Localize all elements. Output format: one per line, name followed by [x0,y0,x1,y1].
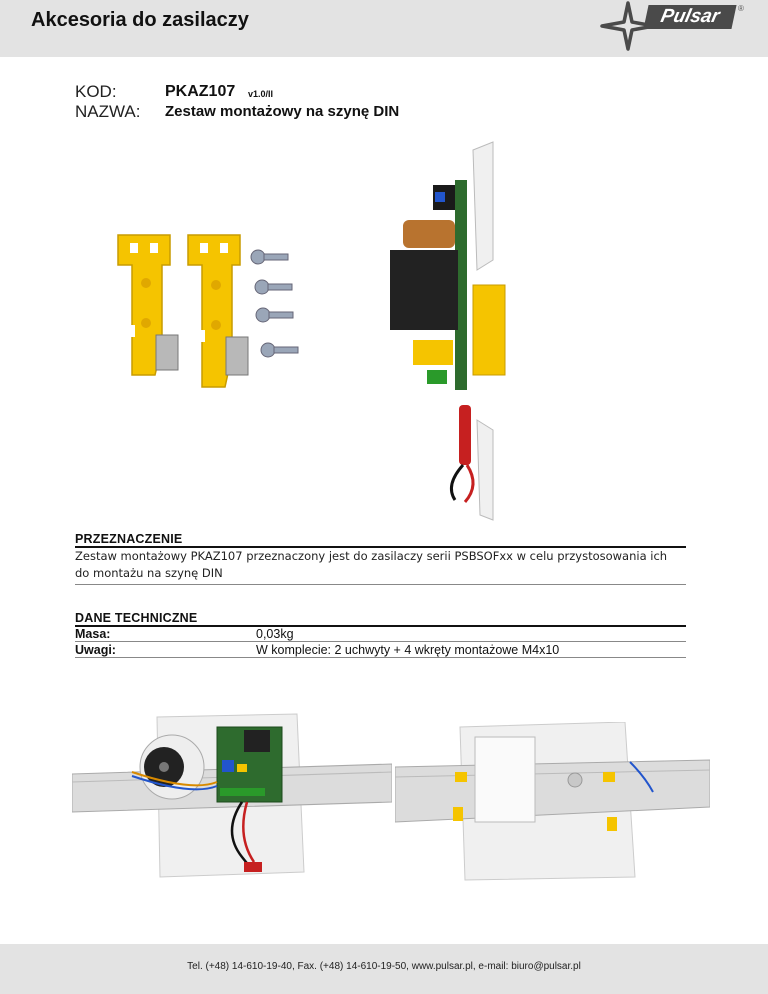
notes-label: Uwagi: [75,643,116,657]
brackets-and-screws-photo [110,225,310,400]
purpose-bottom-rule [75,584,686,585]
contact-info: Tel. (+48) 14-610-19-40, Fax. (+48) 14-610-19-50, www.pulsar.pl, e-mail: biuro@pulsar.pl [187,961,581,972]
pulsar-logo [598,1,748,51]
purpose-text: Zestaw montażowy PKAZ107 przeznaczony jest do zasilaczy serii PSBSOFxx w celu przystosowania ich do montażu na szynę DIN [75,549,668,580]
mass-value: 0,03kg [256,627,294,641]
logo-wordmark: Pulsar [643,5,736,29]
row-divider-bottom [75,657,686,658]
page-header [0,0,768,57]
notes-value: W komplecie: 2 uchwyty + 4 wkręty montażowe M4x10 [256,643,560,657]
page-footer [0,944,768,994]
assembled-side-view-photo [385,140,515,525]
din-bracket-left [118,235,178,375]
din-bracket-right [188,235,248,387]
row-divider [75,641,686,642]
code-label: KOD: [75,82,117,101]
registered-mark: ® [738,4,744,13]
name-label: NAZWA: [75,102,141,121]
technical-heading: DANE TECHNICZNE [75,611,198,625]
purpose-heading: PRZEZNACZENIE [75,532,183,546]
front-view-on-din-rail-photo [72,712,392,887]
product-code: PKAZ107 [165,83,236,100]
mounting-screws [251,250,298,357]
mass-label: Masa: [75,627,111,641]
page-title: Akcesoria do zasilaczy [31,9,249,31]
technical-rule [75,625,686,627]
product-name: Zestaw montażowy na szynę DIN [165,103,400,120]
back-view-on-din-rail-photo [395,722,710,892]
product-version: v1.0/II [248,89,274,99]
